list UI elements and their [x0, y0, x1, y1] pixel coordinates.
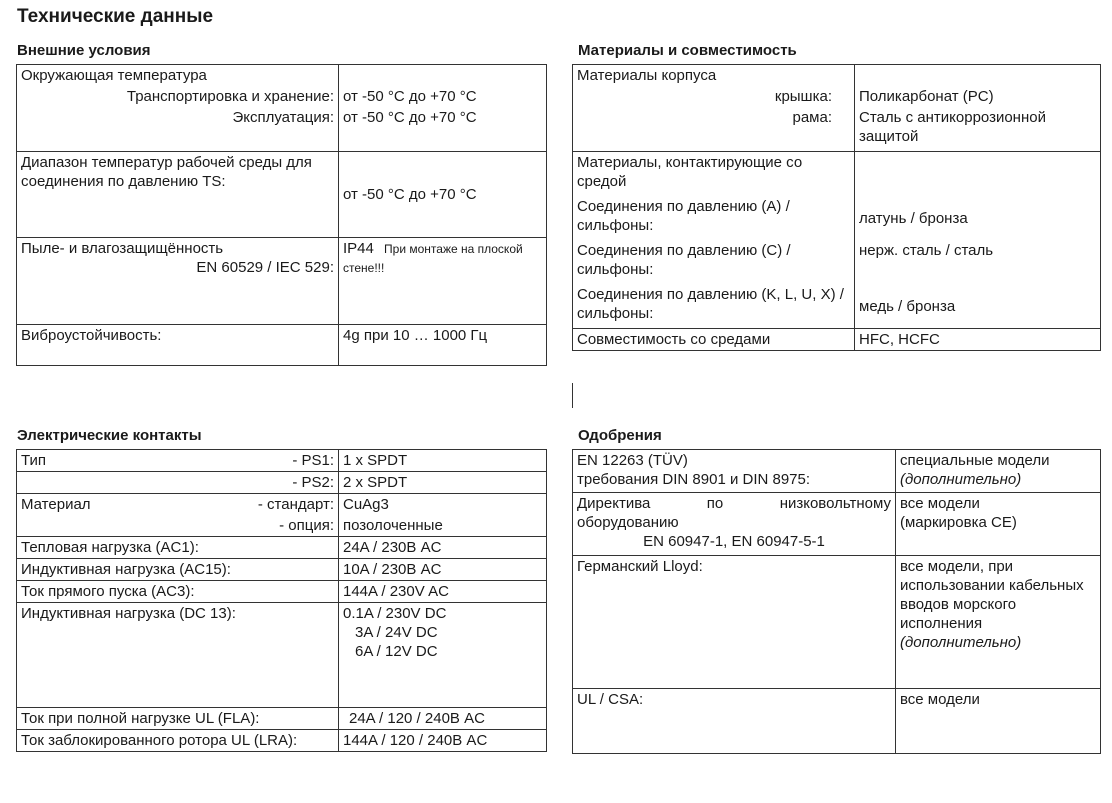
transport-value: от -50 °C до +70 °C — [339, 86, 547, 107]
ps2-label: - PS2: — [17, 472, 339, 494]
housing-label: Материалы корпуса — [573, 65, 855, 87]
lvd-value-2: (маркировка CE) — [900, 514, 1017, 531]
ac1-label: Тепловая нагрузка (AC1): — [17, 537, 339, 559]
conn-k-label: Соединения по давлению (K, L, U, X) / сильфоны: — [573, 284, 855, 329]
en12263-value-1: специальные модели — [900, 452, 1050, 469]
en12263-value-cell — [896, 450, 1101, 493]
materials-heading: Материалы и совместимость — [578, 42, 797, 59]
option-value: позолоченные — [339, 515, 547, 537]
compat-value: HFC, HCFC — [855, 329, 1101, 351]
frame-value: Сталь с антикоррозионной защитой — [855, 107, 1101, 152]
electrical-table — [16, 449, 547, 752]
dc13-value-1: 0.1A / 230V DC — [343, 605, 447, 622]
approvals-heading: Одобрения — [578, 427, 662, 444]
cover-value: Поликарбонат (PC) — [855, 86, 1101, 107]
lvd-label-1: Директива по низковольтному оборудованию — [577, 495, 891, 531]
protection-value-cell — [339, 238, 547, 325]
vibration-value: 4g при 10 … 1000 Гц — [339, 325, 547, 366]
lloyd-value-cell — [896, 556, 1101, 689]
cover-label: крышка: — [573, 86, 855, 107]
ps2-value: 2 x SPDT — [339, 472, 547, 494]
protection-value: IP44 — [343, 240, 374, 257]
frame-label: рама: — [573, 107, 855, 152]
compat-label: Совместимость со средами — [573, 329, 855, 351]
materials-table — [572, 64, 1101, 351]
env-table — [16, 64, 547, 366]
option-label: - опция: — [17, 515, 339, 537]
ac3-value: 144A / 230V AC — [339, 581, 547, 603]
lvd-value-1: все модели — [900, 495, 980, 512]
lvd-label-2: EN 60947-1, EN 60947-5-1 — [643, 533, 825, 550]
en12263-value-2: (дополнительно) — [900, 471, 1022, 488]
lloyd-value-2: (дополнительно) — [900, 634, 1022, 651]
conn-a-value: латунь / бронза — [855, 196, 1101, 240]
lra-value: 144A / 120 / 240В AC — [339, 730, 547, 752]
ambient-label: Окружающая температура — [17, 65, 339, 87]
material-cell — [17, 494, 339, 516]
en12263-label-2: требования DIN 8901 и DIN 8975: — [577, 471, 811, 488]
type-cell — [17, 450, 339, 472]
page-title: Технические данные — [17, 6, 214, 27]
operation-value: от -50 °C до +70 °C — [339, 107, 547, 152]
approvals-table — [572, 449, 1101, 754]
conn-a-label: Соединения по давлению (A) / сильфоны: — [573, 196, 855, 240]
ac1-value: 24A / 230В AC — [339, 537, 547, 559]
ac15-value: 10A / 230В AC — [339, 559, 547, 581]
lvd-value-cell — [896, 493, 1101, 556]
protection-note: При монтаже на плоской стене!!! — [343, 242, 523, 275]
conn-k-value: медь / бронза — [855, 284, 1101, 329]
ul-label: UL / CSA: — [573, 689, 896, 754]
dc13-value-2: 3A / 24V DC — [355, 624, 438, 641]
standard-value: CuAg3 — [339, 494, 547, 516]
protection-standard: EN 60529 / IEC 529: — [196, 259, 334, 276]
medium-value: от -50 °C до +70 °C — [339, 152, 547, 238]
conn-c-value: нерж. сталь / сталь — [855, 240, 1101, 284]
ul-value: все модели — [896, 689, 1101, 754]
standard-label: - стандарт: — [257, 496, 334, 513]
ac15-label: Индуктивная нагрузка (AC15): — [17, 559, 339, 581]
fla-value: 24A / 120 / 240В AC — [339, 708, 547, 730]
lloyd-value-1: все модели, при использовании кабельных вводов морского исполнения — [900, 558, 1084, 632]
protection-label: Пыле- и влагозащищённость — [21, 240, 224, 257]
transport-label: Транспортировка и хранение: — [17, 86, 339, 107]
lloyd-label: Германский Lloyd: — [573, 556, 896, 689]
vibration-label: Виброустойчивость: — [17, 325, 339, 366]
dc13-value-3: 6A / 12V DC — [355, 643, 438, 660]
materials-table-tail — [572, 383, 573, 408]
wetted-label: Материалы, контактирующие со средой — [573, 152, 855, 197]
en12263-cell — [573, 450, 896, 493]
electrical-heading: Электрические контакты — [17, 427, 202, 444]
env-heading: Внешние условия — [17, 42, 151, 59]
protection-cell — [17, 238, 339, 325]
en12263-label-1: EN 12263 (TÜV) — [577, 452, 688, 469]
type-label: Тип — [21, 452, 47, 469]
conn-c-label: Соединения по давлению (C) / сильфоны: — [573, 240, 855, 284]
lvd-cell — [573, 493, 896, 556]
lra-label: Ток заблокированного ротора UL (LRA): — [17, 730, 339, 752]
fla-label: Ток при полной нагрузке UL (FLA): — [17, 708, 339, 730]
operation-label: Эксплуатация: — [17, 107, 339, 152]
dc13-label: Индуктивная нагрузка (DC 13): — [17, 603, 339, 708]
ac3-label: Ток прямого пуска (AC3): — [17, 581, 339, 603]
dc13-value-cell — [339, 603, 547, 708]
material-label: Материал — [21, 496, 91, 513]
ps1-label: - PS1: — [292, 452, 334, 469]
medium-label: Диапазон температур рабочей среды для соединения по давлению TS: — [17, 152, 339, 238]
ps1-value: 1 x SPDT — [339, 450, 547, 472]
